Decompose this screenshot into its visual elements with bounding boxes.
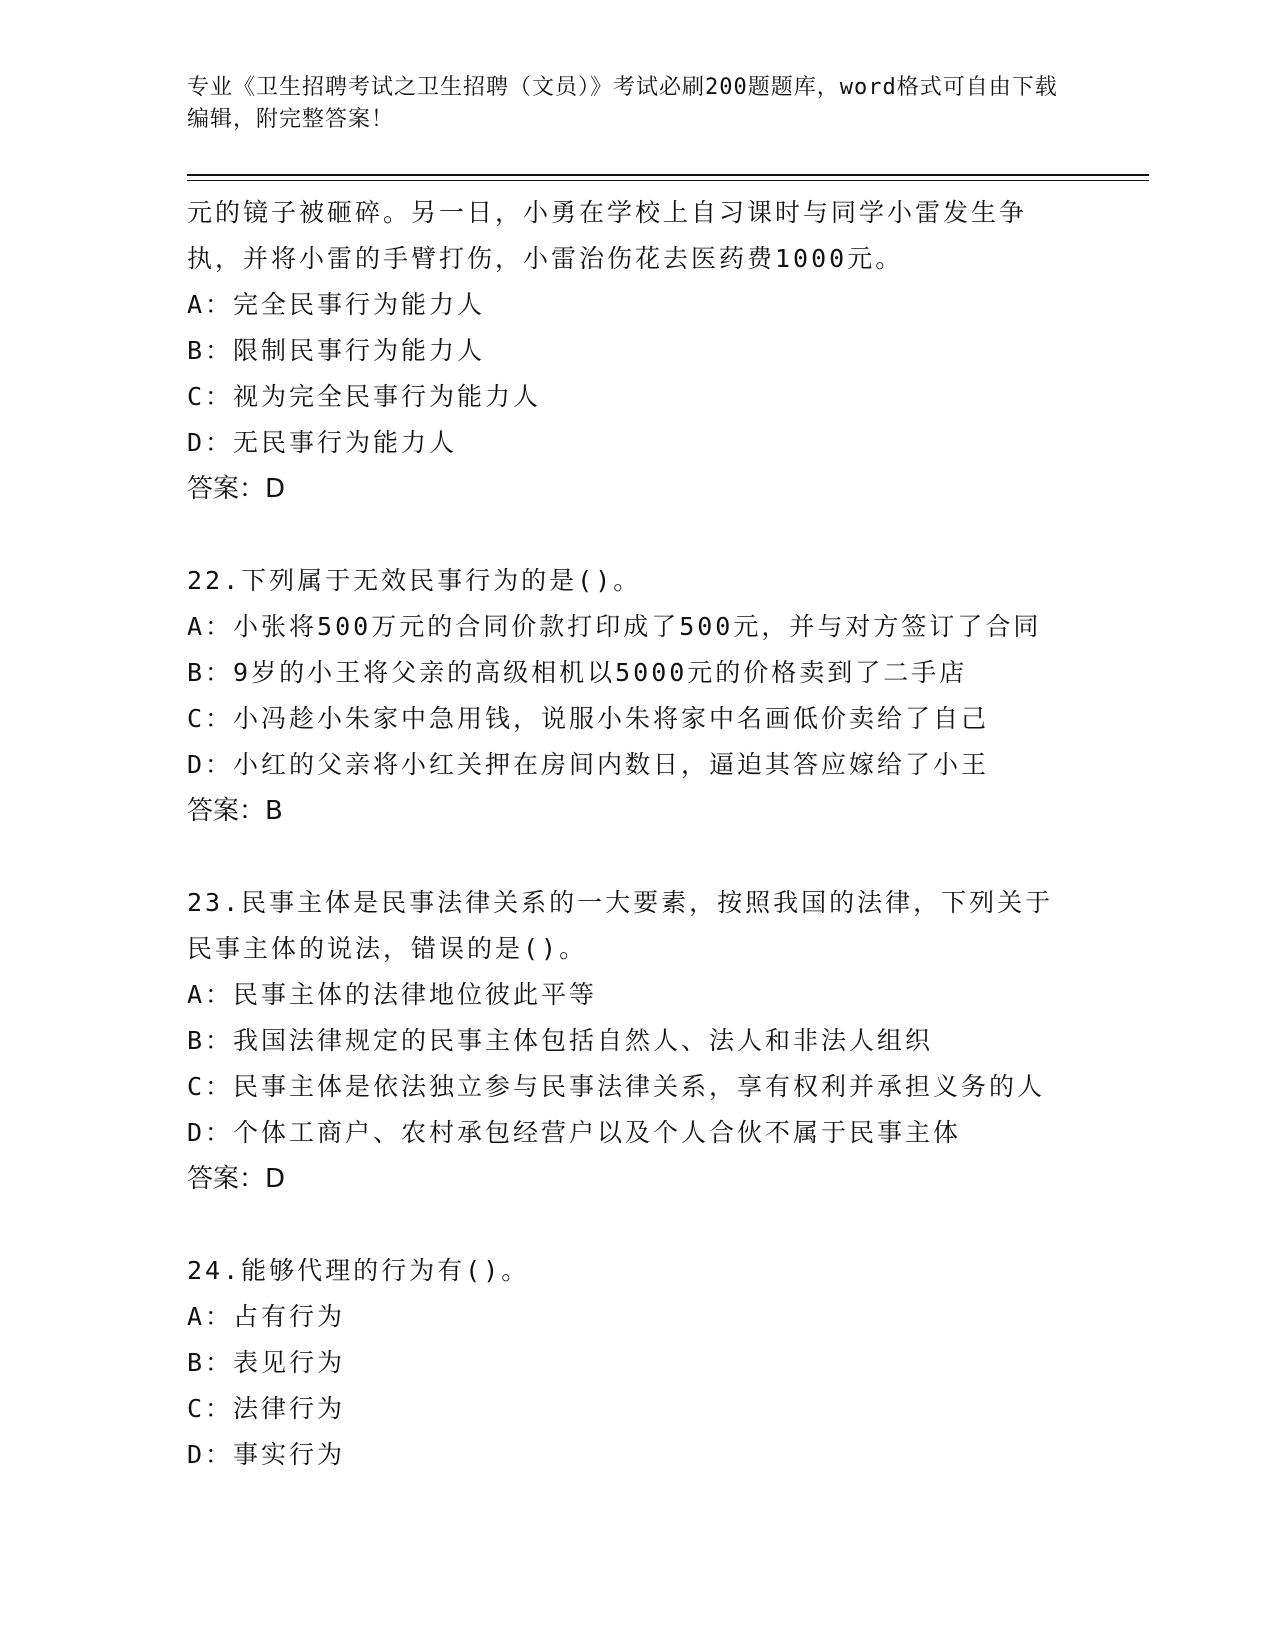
option-d: D：事实行为 bbox=[187, 1440, 346, 1469]
document-header bbox=[187, 72, 1067, 136]
question-24 bbox=[187, 1248, 1087, 1478]
spacer bbox=[187, 1202, 1087, 1248]
header-title: 专业《卫生招聘考试之卫生招聘（文员）》考试必刷200题题库，word格式可自由下载编辑，附完整答案！ bbox=[187, 75, 1058, 132]
option-a: A：民事主体的法律地位彼此平等 bbox=[187, 980, 598, 1009]
option-a: A：占有行为 bbox=[187, 1302, 346, 1331]
question-text-line: 民事主体的说法，错误的是()。 bbox=[187, 934, 588, 963]
document-body bbox=[187, 190, 1087, 1478]
question-text-line: 24.能够代理的行为有()。 bbox=[187, 1256, 530, 1285]
option-d: D：个体工商户、农村承包经营户以及个人合伙不属于民事主体 bbox=[187, 1118, 962, 1147]
option-a: A：小张将500万元的合同价款打印成了500元，并与对方签订了合同 bbox=[187, 612, 1042, 641]
question-text-line: 元的镜子被砸碎。另一日，小勇在学校上自习课时与同学小雷发生争 bbox=[187, 198, 1028, 227]
option-b: B：9岁的小王将父亲的高级相机以5000元的价格卖到了二手店 bbox=[187, 658, 968, 687]
question-23 bbox=[187, 880, 1087, 1202]
option-d: D：无民事行为能力人 bbox=[187, 428, 458, 457]
question-text-line: 22.下列属于无效民事行为的是()。 bbox=[187, 566, 642, 595]
question-text-line: 执，并将小雷的手臂打伤，小雷治伤花去医药费1000元。 bbox=[187, 244, 904, 273]
header-divider-thin bbox=[187, 180, 1149, 181]
spacer bbox=[187, 834, 1087, 880]
option-b: B：我国法律规定的民事主体包括自然人、法人和非法人组织 bbox=[187, 1026, 934, 1055]
spacer bbox=[187, 512, 1087, 558]
option-b: B：限制民事行为能力人 bbox=[187, 336, 486, 365]
option-d: D：小红的父亲将小红关押在房间内数日，逼迫其答应嫁给了小王 bbox=[187, 750, 990, 779]
option-c: C：视为完全民事行为能力人 bbox=[187, 382, 542, 411]
option-a: A：完全民事行为能力人 bbox=[187, 290, 486, 319]
question-22 bbox=[187, 558, 1087, 834]
option-c: C：民事主体是依法独立参与民事法律关系，享有权利并承担义务的人 bbox=[187, 1072, 1046, 1101]
answer-line: 答案：D bbox=[187, 1164, 286, 1194]
question-continuation bbox=[187, 190, 1087, 512]
question-text-line: 23.民事主体是民事法律关系的一大要素，按照我国的法律，下列关于 bbox=[187, 888, 1054, 917]
option-c: C：小冯趁小朱家中急用钱，说服小朱将家中名画低价卖给了自己 bbox=[187, 704, 990, 733]
option-c: C：法律行为 bbox=[187, 1394, 346, 1423]
answer-line: 答案：B bbox=[187, 796, 283, 826]
header-divider-thick bbox=[187, 174, 1149, 176]
option-b: B：表见行为 bbox=[187, 1348, 346, 1377]
answer-line: 答案：D bbox=[187, 474, 286, 504]
